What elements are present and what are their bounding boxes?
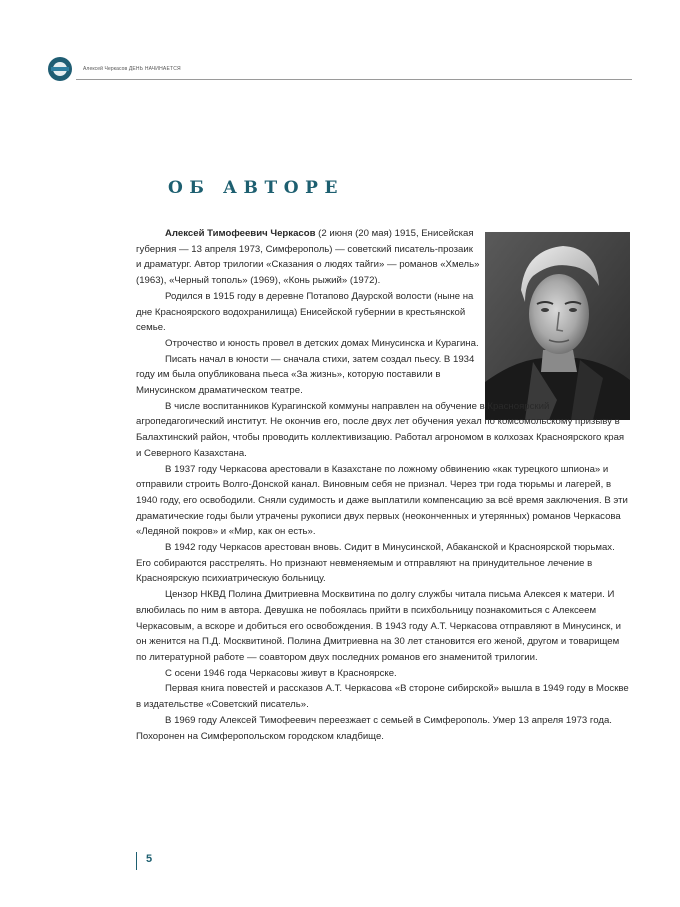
running-head [83,66,181,72]
paragraph-8: Цензор НКВД Полина Дмитриевна Москвитина по долгу службы читала письма Алексея к матери. И влюбилась по ним в автора. Девушка не побоялась прийти в психбольницу познакомиться с Алексеем Черкасовым, а вскоре и добиться его освобождения. В 1943 году А.Т. Черкасова отправляют в Минусинск, и он женится на П.Д. Москвитиной. Полина Дмитриевна на 30 лет становится его женой, другом и товарищем по литературной работе — соавтором двух последних романов его знаменитой трилогии. [136,589,622,663]
running-head-author: Алексей Черкасов [83,66,128,72]
header-rule [76,79,632,80]
paragraph-2: Родился в 1915 году в деревне Потапово Даурской волости (ныне на дне Красноярского водохранилища) Енисейской губернии в крестьянской семье. [136,290,474,334]
book-circle-icon [48,57,72,81]
paragraph-3: Отрочество и юность провел в детских домах Минусинска и Курагина. [165,337,479,349]
section-title: ОБ АВТОРЕ [168,178,345,198]
paragraph-6: В 1937 году Черкасова арестовали в Казахстане по ложному обвинению «как турецкого шпиона» и отправили строить Волго-Донской канал. Виновным себя не признал. Через три года тюрьмы и лагерей, в 1940 году, его освободили. Сняли судимость и даже выплатили компенсацию за всё время заключения. В эти драматические годы были утрачены рукописи двух первых (неоконченных и утерянных) романов Черкасова «Ледяной покров» и «Мир, как он есть». [136,463,628,538]
page-number: 5 [146,853,153,865]
paragraph-11: В 1969 году Алексей Тимофеевич переезжает с семьей в Симферополь. Умер 13 апреля 1973 года. Похоронен на Симферопольском городском кладбище. [136,714,612,742]
page-number-rule [136,852,137,870]
article-body [136,226,631,744]
running-head-title: ДЕНЬ НАЧИНАЕТСЯ [128,66,181,72]
paragraph-7: В 1942 году Черкасов арестован вновь. Сидит в Минусинской, Абаканской и Красноярской тюрьмах. Его собираются расстрелять. Но признают невменяемым и отправляют на принудительное лечение в Красноярскую психиатрическую больницу. [136,542,615,585]
paragraph-10: Первая книга повестей и рассказов А.Т. Черкасова «В стороне сибирской» вышла в 1949 году в Москве в издательстве «Советский писатель». [136,683,629,711]
paragraph-4: Писать начал в юности — сначала стихи, затем создал пьесу. В 1934 году им была опубликована пьеса «За жизнь», которую поставили в Минусинском драматическом театре. [136,353,475,397]
paragraph-5: В числе воспитанников Курагинской коммуны направлен на обучение в Красноярский агропедагогический институт. Не окончив его, после двух лет обучения уехал по комсомольскому призыву в Балахтинский район, чтобы проводить коллективизацию. Работал агрономом в колхозах Красноярского края и Северного Казахстана. [136,400,625,459]
paragraph-9: С осени 1946 года Черкасовы живут в Красноярске. [165,667,397,679]
paragraph-1 [136,226,480,289]
text-beside-portrait [136,226,480,399]
paragraph-1-text: (2 июня (20 мая) 1915, Енисейская губерния — 13 апреля 1973, Симферополь) — советский писатель-прозаик и драматург. Автор трилогии «Сказания о людях тайги» — романов «Хмель» (1963), «Черный тополь» (1969), «Конь рыжий» (1972). [136,228,480,287]
author-name: Алексей Тимофеевич Черкасов [165,228,316,239]
logo-bar [51,67,69,71]
